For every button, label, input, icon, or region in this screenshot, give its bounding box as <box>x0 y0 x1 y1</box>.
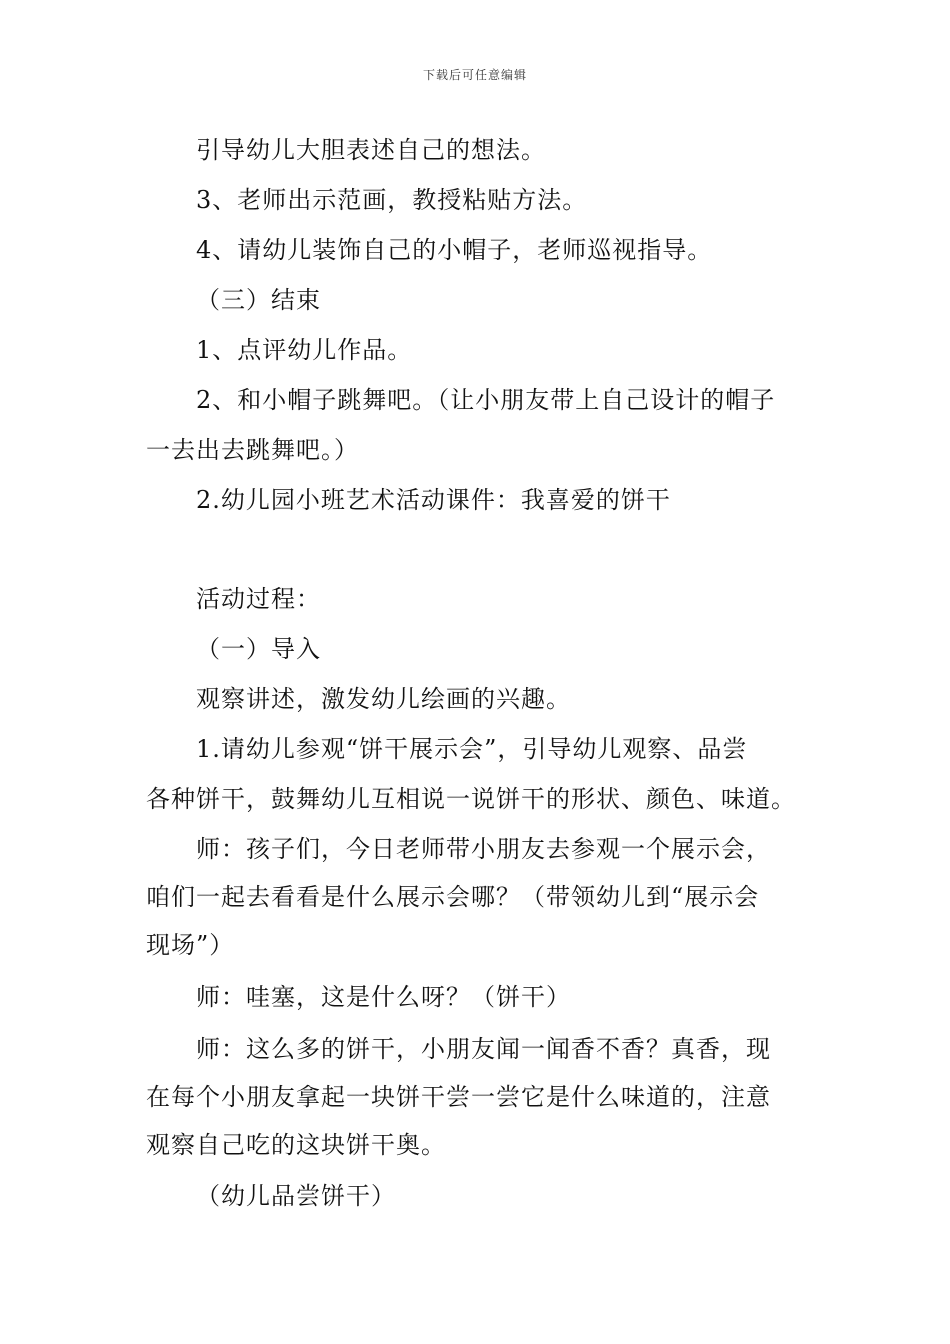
paragraph-line: 各种饼干，鼓舞幼儿互相说一说饼干的形状、颜色、味道。 <box>146 785 796 813</box>
paragraph-line: 3、老师出示范画，教授粘贴方法。 <box>196 186 588 214</box>
document-title: 2.幼儿园小班艺术活动课件：我喜爱的饼干 <box>196 486 671 514</box>
paragraph-line: 师：孩子们，今日老师带小朋友去参观一个展示会， <box>196 835 771 863</box>
paragraph-line: 引导幼儿大胆表述自己的想法。 <box>196 136 546 164</box>
section-heading: 活动过程： <box>196 585 321 613</box>
paragraph-line: 4、请幼儿装饰自己的小帽子，老师巡视指导。 <box>196 236 713 264</box>
section-heading: （三）结束 <box>196 286 321 314</box>
paragraph-line: 师：这么多的饼干，小朋友闻一闻香不香？真香，现 <box>196 1035 771 1063</box>
paragraph-line: 观察自己吃的这块饼干奥。 <box>146 1131 446 1159</box>
paragraph-line: 观察讲述，激发幼儿绘画的兴趣。 <box>196 685 571 713</box>
paragraph-line: 师：哇塞，这是什么呀？（饼干） <box>196 983 571 1011</box>
paragraph-line: 一去出去跳舞吧。） <box>146 436 359 464</box>
paragraph-line: 咱们一起去看看是什么展示会哪？（带领幼儿到“展示会 <box>146 883 760 911</box>
paragraph-line: （幼儿品尝饼干） <box>196 1182 396 1210</box>
paragraph-line: 在每个小朋友拿起一块饼干尝一尝它是什么味道的，注意 <box>146 1083 771 1111</box>
paragraph-line: 现场”） <box>146 931 235 959</box>
section-heading: （一）导入 <box>196 635 321 663</box>
paragraph-line: 1.请幼儿参观“饼干展示会”，引导幼儿观察、品尝 <box>196 735 748 763</box>
page-header: 下载后可任意编辑 <box>422 68 527 82</box>
paragraph-line: 1、点评幼儿作品。 <box>196 336 413 364</box>
paragraph-line: 2、和小帽子跳舞吧。（让小朋友带上自己设计的帽子 <box>196 386 776 414</box>
